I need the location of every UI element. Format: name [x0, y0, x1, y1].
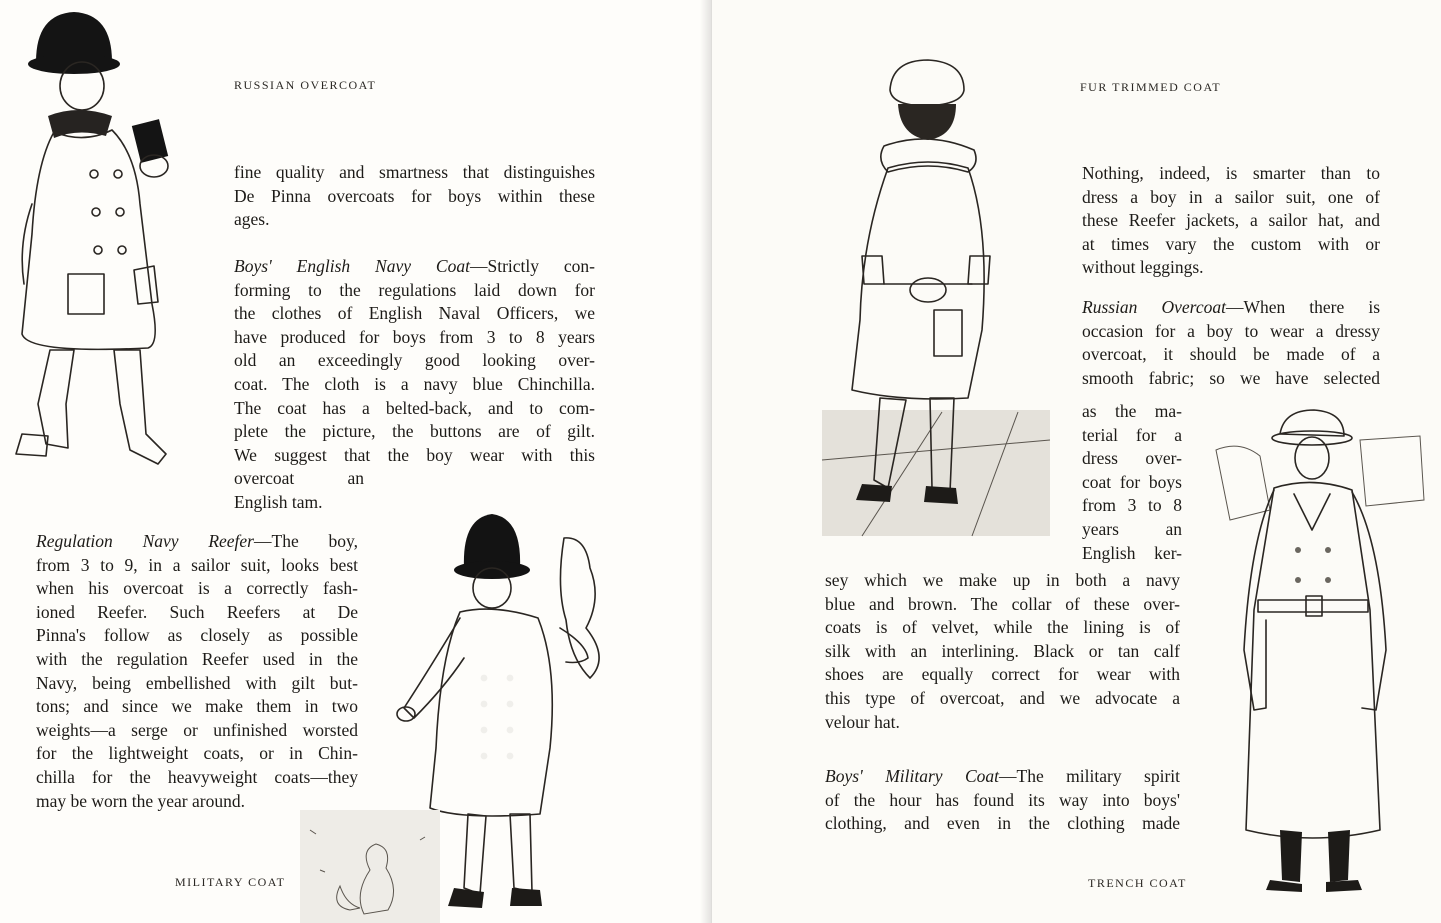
text-block-russian-overcoat-top	[1082, 296, 1380, 390]
text-line: coat for boys	[1082, 471, 1182, 492]
text-block-navy-reefer	[36, 530, 358, 813]
section-heading: Russian Overcoat	[1082, 297, 1226, 317]
text-line: years an	[1082, 518, 1182, 539]
text-line: dress a boy in a sailor suit, one of	[1082, 186, 1380, 207]
left-page	[0, 0, 712, 923]
text-line: weights—a serge or unfinished worsted	[36, 719, 358, 740]
text-line: Navy, being embellished with gilt but-	[36, 672, 358, 693]
section-heading: Boys' English Navy Coat	[234, 256, 470, 276]
text-line: plete the picture, the buttons are of gilt.	[234, 421, 595, 442]
text-line: Nothing, indeed, is smarter than to	[1082, 163, 1380, 183]
text-line: Russian Overcoat—When there is	[1082, 297, 1380, 317]
text-line: tons; and since we make them in two	[36, 696, 358, 717]
text-line: as the ma-	[1082, 401, 1182, 421]
text-line: for the lightweight coats, or in Chin-	[36, 743, 358, 764]
caption-russian-overcoat: RUSSIAN OVERCOAT	[234, 78, 377, 92]
text-line: have produced for boys from 3 to 8 years	[234, 326, 595, 347]
text-line: ioned Reefer. Such Reefers at De	[36, 601, 358, 622]
boy-in-russian-overcoat	[8, 4, 193, 466]
text-block-sailor-suit	[1082, 162, 1380, 280]
text-line: this type of overcoat, and we advocate a	[825, 687, 1180, 708]
text-line: clothing, and even in the clothing made	[825, 813, 1180, 834]
text-line: De Pinna overcoats for boys within these	[234, 185, 595, 206]
text-line: the clothes of English Naval Officers, we	[234, 303, 595, 324]
text-line: English ker-	[1082, 542, 1182, 563]
text-line: from 3 to 9, in a sailor suit, looks best	[36, 554, 358, 575]
text-line: from 3 to 8	[1082, 495, 1182, 516]
caption-fur-trimmed-coat: FUR TRIMMED COAT	[1080, 80, 1222, 94]
text-block-intro	[234, 161, 595, 232]
text-line: Regulation Navy Reefer—The boy,	[36, 531, 358, 551]
caption-trench-coat: TRENCH COAT	[1088, 876, 1187, 890]
section-heading: Regulation Navy Reefer	[36, 531, 254, 551]
text-block-english-navy-coat	[234, 255, 595, 515]
man-in-trench-coat	[1210, 410, 1436, 900]
text-line: blue and brown. The collar of these over-	[825, 593, 1180, 614]
text-line: overcoat, it should be made of a	[1082, 344, 1380, 365]
text-line: at times vary the custom with or	[1082, 233, 1380, 254]
text-line: Boys' Military Coat—The military spirit	[825, 766, 1180, 786]
text-line: We suggest that the boy wear with this	[234, 444, 595, 465]
text-line: of the hour has found its way into boys'	[825, 789, 1180, 810]
text-line: these Reefer jackets, a sailor hat, and	[1082, 210, 1380, 231]
text-line: silk with an interlining. Black or tan calf	[825, 640, 1180, 661]
text-line: fine quality and smartness that distinguishes	[234, 162, 595, 182]
text-line: terial for a	[1082, 424, 1182, 445]
boy-in-fur-trimmed-coat	[822, 60, 1050, 536]
text-line: chilla for the heavyweight coats—they	[36, 766, 358, 787]
text-line: overcoat an	[234, 468, 364, 489]
text-line: old an exceedingly good looking over-	[234, 350, 595, 371]
squirrel-vignette	[300, 810, 440, 923]
text-line: may be worn the year around.	[36, 790, 245, 811]
text-line: occasion for a boy to wear a dressy	[1082, 320, 1380, 341]
text-line: with the regulation Reefer used in the	[36, 648, 358, 669]
text-line: sey which we make up in both a navy	[825, 570, 1180, 590]
text-line: smooth fabric; so we have selected	[1082, 367, 1380, 388]
text-line: shoes are equally correct for wear with	[825, 664, 1180, 685]
text-block-military-coat	[825, 765, 1180, 836]
right-page	[712, 0, 1441, 923]
text-line: coats is of velvet, while the lining is of	[825, 617, 1180, 638]
section-heading: Boys' Military Coat	[825, 766, 1000, 786]
text-block-russian-overcoat-narrow	[1082, 400, 1182, 565]
text-line: velour hat.	[825, 711, 900, 732]
text-line: forming to the regulations laid down for	[234, 279, 595, 300]
text-line: coat. The cloth is a navy blue Chinchilla.	[234, 373, 595, 394]
text-line: without leggings.	[1082, 257, 1204, 278]
text-line: ages.	[234, 209, 270, 230]
caption-military-coat: MILITARY COAT	[175, 875, 286, 889]
text-line: Pinna's follow as closely as possible	[36, 625, 358, 646]
text-line: dress over-	[1082, 448, 1182, 469]
text-line: The coat has a belted-back, and to com-	[234, 397, 595, 418]
text-line: Boys' English Navy Coat—Strictly con-	[234, 256, 595, 276]
text-line: English tam.	[234, 491, 323, 512]
text-line: when his overcoat is a correctly fash-	[36, 578, 358, 599]
text-block-russian-overcoat-bottom	[825, 569, 1180, 734]
